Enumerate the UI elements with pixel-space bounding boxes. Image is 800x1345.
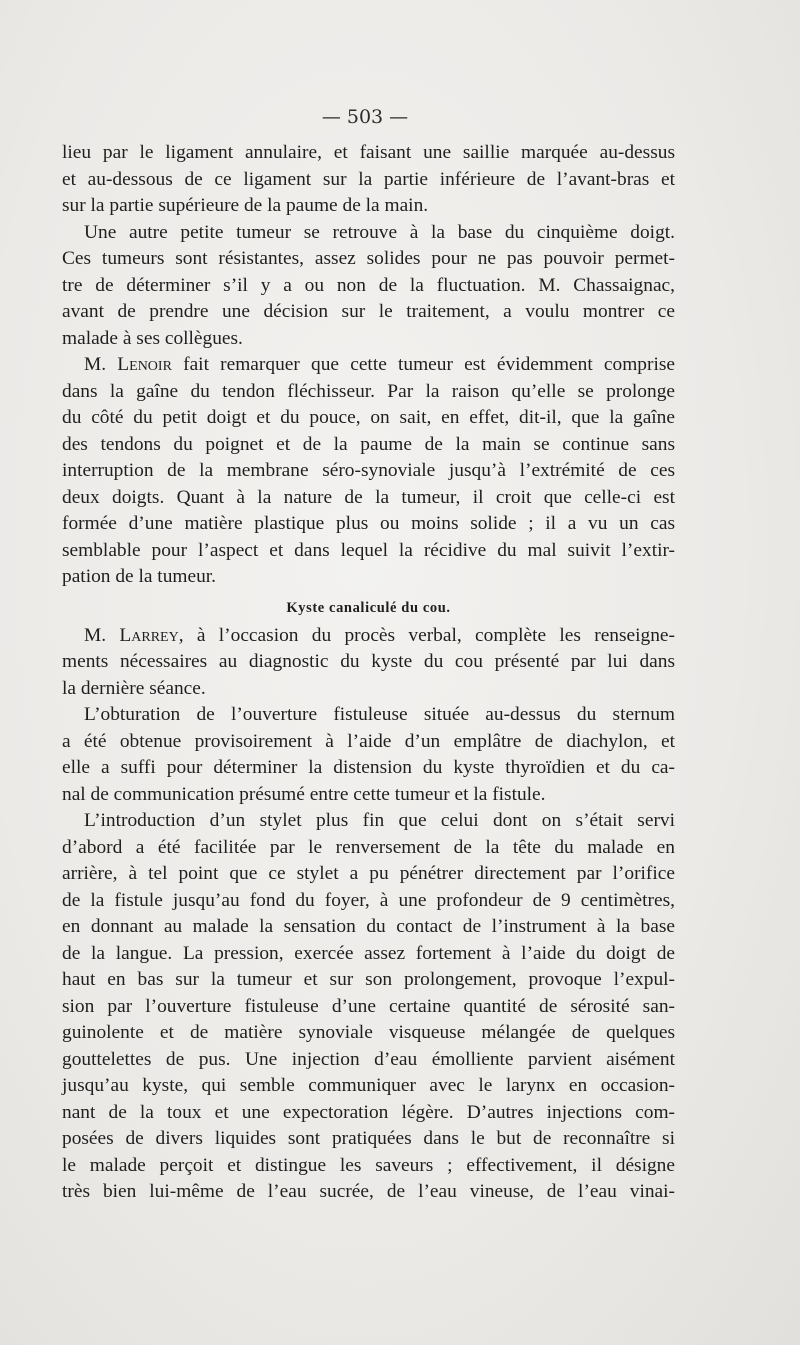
text-line: elle a suffi pour déterminer la distension du kyste thyroïdien et du ca-: [62, 757, 675, 778]
speaker-prefix: M.: [84, 354, 118, 375]
text-line: très bien lui-même de l’eau sucrée, de l’eau vineuse, de l’eau vinai-: [62, 1181, 675, 1202]
text-line: tre de déterminer s’il y a ou non de la fluctuation. M. Chassaignac,: [62, 274, 675, 296]
section-heading: Kyste canaliculé du cou.: [286, 599, 451, 616]
text-line: le malade perçoit et distingue les saveurs ; effectivement, il désigne: [62, 1154, 675, 1176]
text-line: de la fistule jusqu’au fond du foyer, à une profondeur de 9 centimètres,: [62, 889, 675, 911]
text-line: haut en bas sur la tumeur et sur son prolongement, provoque l’expul-: [62, 969, 675, 990]
text-line: Une autre petite tumeur se retrouve à la base du cinquième doigt.: [84, 221, 675, 243]
text-line: [62, 623, 675, 650]
text-line: malade à ses collègues.: [62, 327, 243, 349]
text-line: avant de prendre une décision sur le traitement, a voulu montrer ce: [62, 301, 675, 322]
text-line: a été obtenue provisoirement à l’aide d’un emplâtre de diachylon, et: [62, 730, 675, 752]
text-line: arrière, à tel point que ce stylet a pu pénétrer directement par l’orifice: [62, 863, 675, 884]
text-line: [62, 352, 675, 379]
text-line: du côté du petit doigt et du pouce, on sait, en effet, dit-il, que la gaîne: [62, 407, 675, 428]
text-line: sur la partie supérieure de la paume de la main.: [62, 195, 429, 216]
line-rest: , à l’occasion du procès verbal, complète les renseigne-: [178, 624, 675, 646]
text-line: interruption de la membrane séro-synoviale jusqu’à l’extrémité de ces: [62, 460, 675, 481]
page-number: — 503 —: [321, 106, 409, 128]
body-text: [62, 140, 675, 1206]
text-line: Ces tumeurs sont résistantes, assez solides pour ne pas pouvoir permet-: [62, 248, 675, 269]
speaker-prefix: M.: [84, 624, 120, 646]
text-line: pation de la tumeur.: [62, 566, 217, 587]
text-line: la dernière séance.: [62, 677, 206, 699]
speaker-name: Lenoir: [117, 354, 172, 375]
text-line: posées de divers liquides sont pratiquées dans le but de reconnaître si: [62, 1128, 675, 1149]
text-line: nant de la toux et une expectoration légère. D’autres injections com-: [62, 1101, 675, 1123]
line-rest: fait remarquer que cette tumeur est évidemment comprise: [171, 354, 676, 375]
text-line: L’obturation de l’ouverture fistuleuse située au-dessus du sternum: [84, 704, 675, 725]
text-line: formée d’une matière plastique plus ou moins solide ; il a vu un cas: [62, 513, 675, 534]
text-line: et au-dessous de ce ligament sur la partie inférieure de l’avant-bras et: [62, 168, 675, 190]
text-line: dans la gaîne du tendon fléchisseur. Par la raison qu’elle se prolonge: [62, 380, 675, 402]
text-line: lieu par le ligament annulaire, et faisant une saillie marquée au-dessus: [62, 142, 675, 163]
text-line: jusqu’au kyste, qui semble communiquer avec le larynx en occasion-: [62, 1075, 675, 1096]
text-line: d’abord a été facilitée par le renversement de la tête du malade en: [62, 836, 675, 858]
text-line: semblable pour l’aspect et dans lequel la récidive du mal suivit l’extir-: [62, 539, 675, 561]
text-line: de la langue. La pression, exercée assez fortement à l’aide du doigt de: [62, 942, 675, 964]
text-line: nal de communication présumé entre cette tumeur et la fistule.: [62, 783, 546, 805]
text-line: en donnant au malade la sensation du contact de l’instrument à la base: [62, 916, 675, 937]
speaker-name: Larrey: [119, 624, 179, 646]
text-line: deux doigts. Quant à la nature de la tumeur, il croit que celle-ci est: [62, 486, 675, 508]
text-line: L’introduction d’un stylet plus fin que celui dont on s’était servi: [84, 810, 675, 831]
text-line: guinolente et de matière synoviale visqueuse mélangée de quelques: [62, 1022, 675, 1043]
text-line: des tendons du poignet et de la paume de la main se continue sans: [62, 433, 675, 455]
text-line: gouttelettes de pus. Une injection d’eau émolliente parvient aisément: [62, 1048, 675, 1070]
text-line: ments nécessaires au diagnostic du kyste du cou présenté par lui dans: [62, 651, 675, 672]
text-line: sion par l’ouverture fistuleuse d’une certaine quantité de sérosité san-: [62, 995, 675, 1017]
